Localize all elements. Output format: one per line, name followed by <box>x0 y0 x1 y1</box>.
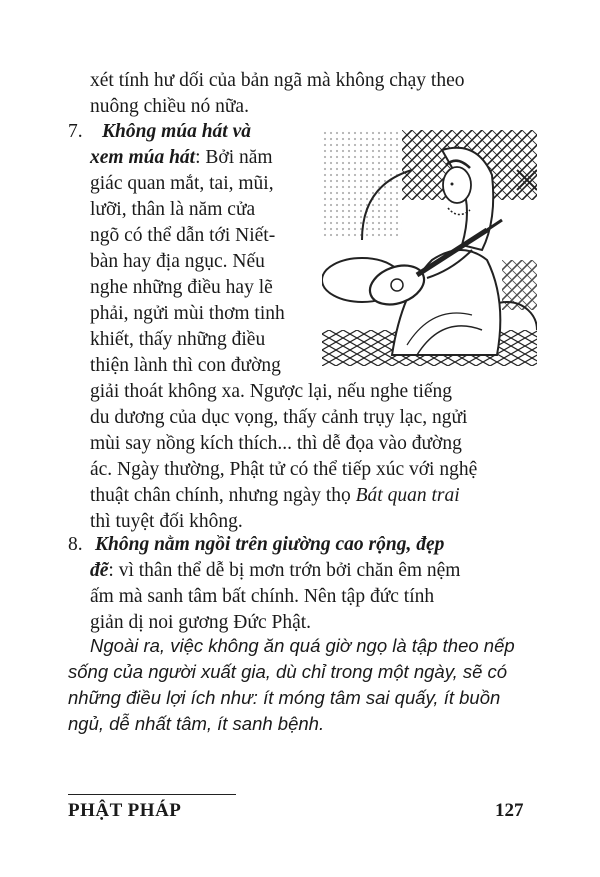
woman-playing-lute-illustration <box>322 130 537 366</box>
closing-line-4: ngủ, dễ nhất tâm, ít sanh bệnh. <box>68 713 325 734</box>
footer-rule <box>68 794 236 795</box>
footer-title: PHẬT PHÁP <box>68 800 182 821</box>
item-8-title-line-2 <box>90 558 460 584</box>
item-7-title-colon: : Bởi năm <box>195 147 273 168</box>
closing-line-2: sống của người xuất gia, dù chỉ trong một ngày, sẽ có <box>68 661 508 682</box>
bat-quan-trai-emphasis: Bát quan trai <box>355 485 460 506</box>
item-7-line-10: du dương của dục vọng, thấy cảnh trụy lạc, ngửi <box>90 407 468 428</box>
item-7-line-6: phải, ngửi mùi thơm tinh <box>90 303 285 324</box>
item-7-last-line: thì tuyệt đối không. <box>90 511 243 532</box>
item-7-line-5: nghe những điều hay lẽ <box>90 277 273 298</box>
item-7-line-8: thiện lành thì con đường <box>90 355 281 376</box>
item-8-title-end: đẽ <box>90 560 109 581</box>
item-7-number: 7. <box>68 121 83 142</box>
item-7-title: xem múa hát <box>90 147 196 168</box>
item-7-title-line-1: Không múa hát và <box>102 121 252 142</box>
item-7-line-13 <box>90 483 460 509</box>
intro-line-1: xét tính hư dối của bản ngã mà không chạy theo <box>90 70 465 91</box>
item-8-title-colon: : vì thân thể dễ bị mơn trớn bởi chăn êm nệm <box>108 560 461 581</box>
item-7-line-9: giải thoát không xa. Ngược lại, nếu nghe tiếng <box>90 381 453 402</box>
item-7-line-7: khiết, thấy những điều <box>90 329 266 350</box>
item-8-line-2: giản dị noi gương Đức Phật. <box>90 612 312 633</box>
page-number: 127 <box>495 800 524 821</box>
item-8-number: 8. <box>68 534 83 555</box>
item-8-title-line-1: Không nằm ngồi trên giường cao rộng, đẹp <box>95 534 445 555</box>
item-7-title-line-2 <box>90 145 273 171</box>
item-7-line-3: ngõ có thể dẫn tới Niết- <box>90 225 276 246</box>
item-7-line-2: lưỡi, thân là năm cửa <box>90 199 256 220</box>
closing-line-3: những điều lợi ích như: ít móng tâm sai quấy, ít buồn <box>68 687 501 708</box>
item-7-line-1: giác quan mắt, tai, mũi, <box>90 173 274 194</box>
item-7-line-11: mùi say nồng kích thích... thì dễ đọa vào đường <box>90 433 462 454</box>
item-7-line-13-text: thuật chân chính, nhưng ngày thọ <box>90 485 351 506</box>
item-7-line-4: bàn hay địa ngục. Nếu <box>90 251 265 272</box>
item-7-line-12: ác. Ngày thường, Phật tử có thể tiếp xúc với nghệ <box>90 459 478 480</box>
closing-line-1: Ngoài ra, việc không ăn quá giờ ngọ là tập theo nếp <box>90 635 515 656</box>
item-8-line-1: ấm mà sanh tâm bất chính. Nên tập đức tính <box>90 586 435 607</box>
intro-line-2: nuông chiều nó nữa. <box>90 96 249 117</box>
